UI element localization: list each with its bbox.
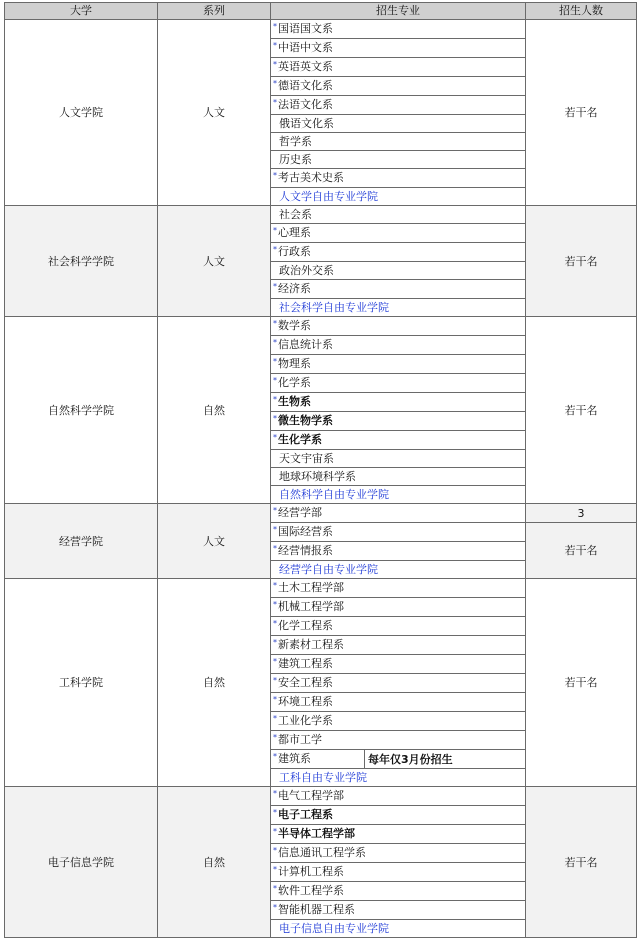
major-cell (271, 825, 526, 844)
asterisk-icon: * (273, 282, 277, 291)
major-label: 建筑系 (278, 752, 311, 765)
major-cell (271, 280, 526, 299)
asterisk-icon: * (273, 695, 277, 704)
asterisk-icon: * (273, 865, 277, 874)
free-major-college-label (271, 299, 526, 317)
major-label: 经济系 (278, 282, 311, 295)
asterisk-icon: * (273, 827, 277, 836)
asterisk-icon: * (273, 544, 277, 553)
major-label: 电子信息自由专业学院 (279, 922, 389, 935)
asterisk-icon: * (273, 319, 277, 328)
asterisk-icon: * (273, 245, 277, 254)
asterisk-icon: * (273, 433, 277, 442)
asterisk-icon: * (273, 414, 277, 423)
major-label: 心理系 (278, 226, 311, 239)
enrollment-count: 若干名 (526, 317, 637, 504)
major-label: 智能机器工程系 (278, 903, 355, 916)
major-label: 机械工程学部 (278, 600, 344, 613)
college-series: 自然 (158, 317, 271, 504)
major-cell (271, 901, 526, 920)
major-cell (271, 431, 526, 450)
asterisk-icon: * (273, 79, 277, 88)
major-cell (271, 655, 526, 674)
admissions-table (4, 2, 637, 938)
major-label: 经营学部 (278, 506, 322, 519)
major-label: 地球环境科学系 (279, 470, 356, 483)
major-label: 都市工学 (278, 733, 322, 746)
major-label: 社会科学自由专业学院 (279, 301, 389, 314)
asterisk-icon: * (273, 619, 277, 628)
asterisk-icon: * (273, 376, 277, 385)
asterisk-icon: * (273, 676, 277, 685)
major-cell (271, 262, 526, 280)
major-label: 俄语文化系 (279, 117, 334, 130)
major-cell (271, 115, 526, 133)
major-cell (271, 393, 526, 412)
asterisk-icon: * (273, 903, 277, 912)
major-cell (271, 169, 526, 188)
asterisk-icon: * (273, 846, 277, 855)
major-cell (271, 712, 526, 731)
table-row (5, 504, 637, 523)
free-major-college-label (271, 561, 526, 579)
major-cell (271, 58, 526, 77)
major-cell (271, 504, 526, 523)
major-cell (271, 674, 526, 693)
major-label: 法语文化系 (278, 98, 333, 111)
free-major-college-label (271, 486, 526, 504)
major-label: 生化学系 (278, 433, 322, 446)
major-cell (271, 844, 526, 863)
major-label: 自然科学自由专业学院 (279, 488, 389, 501)
free-major-college-label (271, 188, 526, 206)
major-label: 环境工程系 (278, 695, 333, 708)
college-name: 人文学院 (5, 20, 158, 206)
major-label: 德语文化系 (278, 79, 333, 92)
free-major-college-label (271, 769, 526, 787)
major-label: 电子工程系 (278, 808, 333, 821)
major-label: 计算机工程系 (278, 865, 344, 878)
free-major-college-label (271, 920, 526, 938)
college-name: 工科学院 (5, 579, 158, 787)
major-cell (271, 468, 526, 486)
major-label: 社会系 (279, 208, 312, 221)
college-name: 社会科学学院 (5, 206, 158, 317)
enrollment-count: 若干名 (526, 787, 637, 938)
table-body (5, 20, 637, 938)
enrollment-count: 若干名 (526, 523, 637, 579)
major-label: 物理系 (278, 357, 311, 370)
major-label: 数学系 (278, 319, 311, 332)
college-series: 自然 (158, 579, 271, 787)
major-label: 土木工程学部 (278, 581, 344, 594)
major-cell (271, 636, 526, 655)
major-label: 信息通讯工程学系 (278, 846, 366, 859)
enrollment-count: 3 (526, 504, 637, 523)
major-cell (271, 336, 526, 355)
asterisk-icon: * (273, 506, 277, 515)
major-cell (271, 731, 526, 750)
major-label: 生物系 (278, 395, 311, 408)
major-label: 经营情报系 (278, 544, 333, 557)
major-cell (271, 579, 526, 598)
college-series: 人文 (158, 20, 271, 206)
major-label: 考古美术史系 (278, 171, 344, 184)
header-count: 招生人数 (526, 3, 637, 20)
major-label: 历史系 (279, 153, 312, 166)
major-cell (271, 450, 526, 468)
major-cell (271, 863, 526, 882)
asterisk-icon: * (273, 22, 277, 31)
major-label: 安全工程系 (278, 676, 333, 689)
major-label: 软件工程学系 (278, 884, 344, 897)
major-label: 建筑工程系 (278, 657, 333, 670)
table-row (5, 787, 637, 806)
major-label: 工科自由专业学院 (279, 771, 367, 784)
header-major: 招生专业 (271, 3, 526, 20)
header-series: 系列 (158, 3, 271, 20)
major-label: 新素材工程系 (278, 638, 344, 651)
asterisk-icon: * (273, 752, 277, 761)
major-cell (271, 523, 526, 542)
major-cell (271, 882, 526, 901)
major-label: 微生物学系 (278, 414, 333, 427)
college-series: 人文 (158, 504, 271, 579)
asterisk-icon: * (273, 733, 277, 742)
major-cell (271, 133, 526, 151)
major-label: 信息统计系 (278, 338, 333, 351)
major-cell (271, 20, 526, 39)
asterisk-icon: * (273, 60, 277, 69)
enrollment-count: 若干名 (526, 20, 637, 206)
asterisk-icon: * (273, 338, 277, 347)
major-label: 中语中文系 (278, 41, 333, 54)
college-name: 经营学院 (5, 504, 158, 579)
college-name: 电子信息学院 (5, 787, 158, 938)
asterisk-icon: * (273, 714, 277, 723)
major-cell (271, 693, 526, 712)
major-cell (271, 750, 365, 769)
asterisk-icon: * (273, 600, 277, 609)
major-cell (271, 206, 526, 224)
major-cell (271, 374, 526, 393)
major-label: 人文学自由专业学院 (279, 190, 378, 203)
major-label: 行政系 (278, 245, 311, 258)
major-cell (271, 787, 526, 806)
major-label: 英语英文系 (278, 60, 333, 73)
major-cell (271, 77, 526, 96)
major-cell (271, 151, 526, 169)
major-cell (271, 96, 526, 115)
major-label: 政治外交系 (279, 264, 334, 277)
header-row (5, 3, 637, 20)
asterisk-icon: * (273, 41, 277, 50)
enrollment-count: 若干名 (526, 579, 637, 787)
asterisk-icon: * (273, 357, 277, 366)
table-row (5, 206, 637, 224)
major-cell (271, 317, 526, 336)
major-cell (271, 598, 526, 617)
major-label: 工业化学系 (278, 714, 333, 727)
major-cell (271, 224, 526, 243)
college-series: 人文 (158, 206, 271, 317)
asterisk-icon: * (273, 395, 277, 404)
asterisk-icon: * (273, 789, 277, 798)
major-cell (271, 806, 526, 825)
major-cell (271, 243, 526, 262)
asterisk-icon: * (273, 581, 277, 590)
major-label: 化学系 (278, 376, 311, 389)
asterisk-icon: * (273, 171, 277, 180)
major-label: 国际经营系 (278, 525, 333, 538)
major-label: 化学工程系 (278, 619, 333, 632)
header-university: 大学 (5, 3, 158, 20)
asterisk-icon: * (273, 884, 277, 893)
major-cell (271, 617, 526, 636)
asterisk-icon: * (273, 657, 277, 666)
asterisk-icon: * (273, 226, 277, 235)
table-row (5, 579, 637, 598)
major-label: 天文宇宙系 (279, 452, 334, 465)
asterisk-icon: * (273, 525, 277, 534)
major-cell (271, 355, 526, 374)
table-row (5, 317, 637, 336)
college-series: 自然 (158, 787, 271, 938)
major-label: 半导体工程学部 (278, 827, 355, 840)
major-cell (271, 542, 526, 561)
major-label: 电气工程学部 (278, 789, 344, 802)
major-cell (271, 412, 526, 431)
major-note: 每年仅3月份招生 (365, 750, 526, 769)
enrollment-count: 若干名 (526, 206, 637, 317)
major-label: 经营学自由专业学院 (279, 563, 378, 576)
major-cell (271, 39, 526, 58)
college-name: 自然科学学院 (5, 317, 158, 504)
asterisk-icon: * (273, 98, 277, 107)
major-label: 国语国文系 (278, 22, 333, 35)
major-label: 哲学系 (279, 135, 312, 148)
asterisk-icon: * (273, 808, 277, 817)
table-row (5, 20, 637, 39)
asterisk-icon: * (273, 638, 277, 647)
